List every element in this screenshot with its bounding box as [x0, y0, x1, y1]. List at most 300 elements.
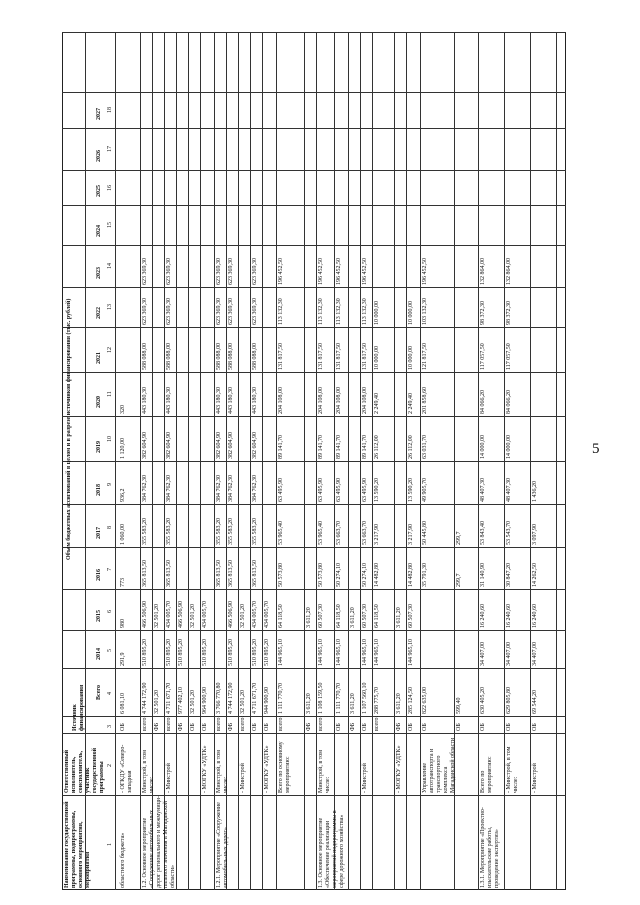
row-source: всего: — [240, 715, 246, 731]
header-year: 2016 — [96, 569, 102, 581]
row-year-value: 510 895,20 — [178, 639, 184, 666]
header-year: 2021 — [96, 352, 102, 364]
row-year-value: 382 604,90 — [252, 432, 258, 459]
header-total: Всего — [96, 685, 102, 700]
row-year-value: 113 132,30 — [318, 298, 324, 325]
row-year-value: 196 452,50 — [278, 258, 284, 285]
row-total: 3 611,20 — [306, 693, 312, 714]
row-year-value: 510 895,20 — [228, 639, 234, 666]
row-year-value: 384 762,30 — [228, 475, 234, 502]
grid-line — [62, 668, 566, 669]
row-year-value: 588 088,00 — [228, 343, 234, 370]
row-total: 944 900,90 — [264, 687, 270, 714]
row-year-value: 60 507,30 — [318, 604, 324, 628]
row-year-value: 64 118,50 — [278, 604, 284, 628]
row-year-value: 623 369,30 — [142, 298, 148, 325]
row-source: ФБ — [396, 722, 402, 731]
row-source: ОБ — [480, 723, 486, 731]
row-year-value: 16 240,60 — [506, 604, 512, 628]
grid-line — [62, 461, 566, 462]
row-source: ОБ — [202, 723, 208, 731]
row-year-value: 204 108,00 — [336, 387, 342, 414]
row-year-value: 34 407,00 — [506, 642, 512, 666]
row-total: 288 775,70 — [374, 687, 380, 714]
row-year-value: 623 369,30 — [228, 258, 234, 285]
row-source: ОБ — [362, 723, 368, 731]
grid-line — [276, 32, 277, 890]
row-source: ОБ — [264, 723, 270, 731]
row-year-value: 3 611,20 — [306, 607, 312, 628]
grid-line — [164, 32, 165, 890]
row-year-value: 443 180,30 — [142, 387, 148, 414]
header-col-number: 12 — [107, 346, 113, 353]
row-year-value: 384 762,30 — [166, 475, 172, 502]
row-year-value: 26 112,00 — [408, 435, 414, 459]
row-year-value: 113 132,30 — [336, 298, 342, 325]
row-year-value: 31 140,90 — [480, 563, 486, 587]
row-year-value: 10 000,00 — [408, 301, 414, 325]
row-responsible: Всего по мероприятию: — [480, 756, 493, 793]
header-col-number: 5 — [107, 649, 113, 652]
row-year-value: 201 858,60 — [422, 387, 428, 414]
row-year-value: 144 965,10 — [318, 639, 324, 666]
row-year-value: 35 791,30 — [422, 563, 428, 587]
row-year-value: 64 118,50 — [336, 604, 342, 628]
row-year-value: 936,2 — [120, 488, 126, 502]
row-year-value: 623 369,30 — [166, 298, 172, 325]
row-total: 1 107 560,10 — [362, 682, 368, 714]
row-year-value: 53 663,70 — [336, 521, 342, 545]
row-year-value: 60 507,30 — [408, 604, 414, 628]
row-total: 3 611,20 — [396, 693, 402, 714]
row-year-value: 291,9 — [120, 652, 126, 666]
row-year-value: 2 249,40 — [408, 393, 414, 414]
row-name: 1.3.1. Мероприятие «Проектно-изыскательские работы, проведение экспертиз» — [480, 807, 500, 888]
row-year-value: 3 217,90 — [408, 524, 414, 545]
row-year-value: 434 005,70 — [252, 601, 258, 628]
row-source: всего: — [278, 715, 284, 731]
row-year-value: 63 495,90 — [362, 478, 368, 502]
row-year-value: 32 501,20 — [240, 604, 246, 628]
row-year-value: 443 180,30 — [252, 387, 258, 414]
header-col-number: 17 — [107, 146, 113, 152]
row-year-value: 355 583,20 — [216, 518, 222, 545]
header-col-number: 1 — [107, 842, 113, 846]
row-year-value: 63 495,90 — [278, 478, 284, 502]
row-year-value: 623 369,30 — [216, 258, 222, 285]
row-total: 822 635,00 — [422, 687, 428, 714]
row-year-value: 53 965,40 — [318, 521, 324, 545]
row-responsible: Минстрой, в том числе: — [318, 750, 331, 793]
row-source: ОБ — [120, 723, 126, 731]
row-year-value: 34 407,00 — [532, 642, 538, 666]
row-total: 4 711 671,70 — [252, 682, 258, 714]
row-year-value: 384 762,30 — [252, 475, 258, 502]
grid-line — [62, 547, 566, 548]
row-source: всего: — [216, 715, 222, 731]
grid-line — [420, 32, 421, 890]
row-year-value: 131 817,50 — [336, 343, 342, 370]
grid-line — [62, 32, 566, 33]
row-total: 69 544,20 — [532, 690, 538, 714]
row-year-value: 320 — [120, 405, 126, 414]
row-year-value: 10 000,00 — [374, 301, 380, 325]
row-source: ОБ — [456, 723, 462, 731]
row-year-value: 623 369,30 — [216, 298, 222, 325]
grid-line — [316, 32, 317, 890]
row-year-value: 434 005,70 — [166, 601, 172, 628]
row-year-value: 196 452,50 — [318, 258, 324, 285]
grid-line — [62, 287, 566, 288]
row-responsible: - Минстрой — [240, 763, 246, 793]
row-responsible: - Минстрой — [362, 763, 368, 793]
header-year: 2015 — [96, 610, 102, 622]
row-year-value: 64 118,50 — [374, 604, 380, 628]
header-year: 2027 — [96, 108, 102, 120]
grid-line — [372, 32, 373, 890]
row-year-value: 355 583,20 — [252, 518, 258, 545]
row-year-value: 144 965,10 — [374, 639, 380, 666]
row-year-value: 48 407,30 — [480, 478, 486, 502]
row-year-value: 30 847,20 — [506, 563, 512, 587]
row-year-value: 299,7 — [456, 573, 462, 587]
row-year-value: 50 274,10 — [336, 563, 342, 587]
row-source: ОБ — [408, 723, 414, 731]
header-col-number: 15 — [107, 222, 113, 228]
row-year-value: 144 965,10 — [408, 639, 414, 666]
row-year-value: 50 445,80 — [422, 521, 428, 545]
row-source: ОБ — [422, 723, 428, 731]
row-year-value: 365 813,50 — [166, 560, 172, 587]
grid-line — [360, 32, 361, 890]
header-year: 2023 — [96, 267, 102, 279]
row-year-value: 204 108,00 — [318, 387, 324, 414]
row-year-value: 299,7 — [456, 531, 462, 545]
row-total: 977 402,10 — [178, 687, 184, 714]
grid-line — [62, 205, 566, 206]
grid-line — [304, 32, 305, 890]
row-year-value: 382 604,90 — [166, 432, 172, 459]
row-total: 6 081,10 — [120, 693, 126, 714]
row-year-value: 53 663,70 — [362, 521, 368, 545]
row-year-value: 365 813,50 — [216, 560, 222, 587]
row-total: 3 766 770,80 — [216, 682, 222, 714]
grid-line — [406, 32, 407, 890]
row-year-value: 117 057,50 — [480, 343, 486, 370]
row-year-value: 50 573,80 — [318, 563, 324, 587]
row-name: 1.3. Основное мероприятие «Обеспечение реализации мероприятий подпрограммы в сфере дорожного хозяйства» — [318, 810, 345, 888]
row-total: 1 111 770,70 — [336, 682, 342, 714]
row-year-value: 382 604,90 — [228, 432, 234, 459]
row-year-value: 84 066,20 — [480, 390, 486, 414]
header-col-number: 10 — [107, 435, 113, 442]
row-year-value: 623 369,30 — [166, 258, 172, 285]
header-col-number: 11 — [107, 391, 113, 397]
row-total: 1 111 770,70 — [278, 682, 284, 714]
grid-line — [62, 372, 566, 373]
row-year-value: 510 895,20 — [202, 639, 208, 666]
row-year-value: 50 573,80 — [278, 563, 284, 587]
row-year-value: 98 372,30 — [480, 301, 486, 325]
row-total: 964 900,90 — [202, 687, 208, 714]
header-year: 2018 — [96, 484, 102, 496]
row-year-value: 434 005,70 — [264, 601, 270, 628]
row-year-value: 365 813,50 — [252, 560, 258, 587]
row-year-value: 131 817,50 — [362, 343, 368, 370]
row-year-value: 16 240,60 — [532, 604, 538, 628]
header-responsible: Ответственный исполнитель, соисполнитель, участник государственной программы — [64, 747, 105, 793]
header-year: 2014 — [96, 648, 102, 660]
header-year: 2024 — [96, 225, 102, 237]
row-total: 4 711 671,70 — [166, 682, 172, 714]
row-year-value: 3 611,20 — [350, 607, 356, 628]
row-year-value: 434 005,70 — [202, 601, 208, 628]
row-total: 285 124,50 — [408, 687, 414, 714]
row-source: ФБ — [154, 722, 160, 731]
header-year: 2022 — [96, 307, 102, 319]
row-year-value: 382 604,90 — [142, 432, 148, 459]
grid-line — [556, 32, 557, 890]
grid-line — [530, 32, 531, 890]
row-year-value: 89 141,70 — [336, 435, 342, 459]
grid-line — [62, 630, 566, 631]
row-year-value: 14 000,00 — [480, 435, 486, 459]
row-year-value: 510 895,20 — [252, 639, 258, 666]
row-year-value: 3 097,90 — [532, 524, 538, 545]
header-col-number: 13 — [107, 304, 113, 310]
row-year-value: 365 813,50 — [228, 560, 234, 587]
row-year-value: 89 141,70 — [278, 435, 284, 459]
row-year-value: 443 180,30 — [216, 387, 222, 414]
row-year-value: 382 604,90 — [216, 432, 222, 459]
row-year-value: 588 088,00 — [216, 343, 222, 370]
row-year-value: 63 495,90 — [318, 478, 324, 502]
row-year-value: 3 611,20 — [396, 607, 402, 628]
row-year-value: 16 240,60 — [480, 604, 486, 628]
grid-line — [62, 245, 566, 246]
grid-line — [62, 128, 566, 129]
row-year-value: 384 762,30 — [142, 475, 148, 502]
row-year-value: 50 274,10 — [362, 563, 368, 587]
row-total: 32 501,20 — [190, 690, 196, 714]
row-year-value: 355 583,20 — [142, 518, 148, 545]
row-responsible: - ОГКДУ «Северо-западная — [120, 744, 133, 793]
row-year-value: 132 864,00 — [506, 258, 512, 285]
row-year-value: 623 369,30 — [228, 298, 234, 325]
row-year-value: 196 452,50 — [336, 258, 342, 285]
row-year-value: 53 543,70 — [506, 521, 512, 545]
row-total: 32 501,20 — [154, 690, 160, 714]
row-source: всего: — [374, 715, 380, 731]
row-year-value: 466 506,90 — [142, 601, 148, 628]
row-year-value: 1 120,00 — [120, 438, 126, 459]
row-year-value: 117 057,50 — [506, 343, 512, 370]
grid-line — [62, 416, 566, 417]
grid-line — [334, 32, 335, 890]
row-year-value: 443 180,30 — [228, 387, 234, 414]
row-responsible: - МОГКУ «УДТК» — [264, 745, 270, 793]
row-year-value: 773 — [120, 578, 126, 587]
row-year-value: 196 452,50 — [362, 258, 368, 285]
row-year-value: 63 495,90 — [336, 478, 342, 502]
row-source: ФБ — [350, 722, 356, 731]
row-year-value: 1 060,00 — [120, 524, 126, 545]
header-source: Источник финансирования — [72, 684, 85, 731]
row-year-value: 384 762,30 — [216, 475, 222, 502]
header-col-number: 18 — [107, 107, 113, 113]
row-year-value: 355 583,20 — [166, 518, 172, 545]
row-year-value: 49 905,70 — [422, 478, 428, 502]
row-year-value: 14 262,50 — [532, 563, 538, 587]
row-year-value: 10 000,00 — [374, 346, 380, 370]
row-total: 629 805,80 — [506, 687, 512, 714]
row-year-value: 32 501,20 — [190, 604, 196, 628]
row-responsible: - Минстрой — [166, 763, 172, 793]
grid-line — [176, 32, 177, 890]
row-year-value: 113 132,30 — [278, 298, 284, 325]
header-col-number: 4 — [107, 692, 113, 695]
header-group: Объем бюджетных ассигнований в целом и в разрезе источников финансирования (тыс. рублей) — [66, 298, 72, 560]
row-year-value: 103 132,30 — [422, 298, 428, 325]
header-col-number: 3 — [107, 724, 113, 728]
row-year-value: 121 817,50 — [422, 343, 428, 370]
row-total: 32 501,20 — [240, 690, 246, 714]
grid-line — [62, 716, 566, 717]
header-col-number: 16 — [107, 184, 113, 191]
grid-line — [188, 32, 189, 890]
row-year-value: 14 482,80 — [374, 563, 380, 587]
row-source: ОБ — [506, 723, 512, 731]
grid-line — [62, 92, 566, 93]
row-year-value: 204 108,00 — [362, 387, 368, 414]
row-year-value: 113 132,30 — [362, 298, 368, 325]
row-year-value: 588 088,00 — [252, 343, 258, 370]
row-source: ФБ — [228, 722, 234, 731]
grid-line — [478, 32, 479, 890]
row-responsible: Минстрой, в том числе: — [142, 750, 155, 793]
row-year-value: 53 843,40 — [480, 521, 486, 545]
grid-line — [394, 32, 395, 890]
grid-line — [262, 32, 263, 890]
header-col-number: 7 — [107, 568, 113, 571]
row-year-value: 623 369,30 — [142, 258, 148, 285]
row-year-value: 2 249,40 — [374, 393, 380, 414]
row-source: всего: — [166, 715, 172, 731]
row-year-value: 623 369,30 — [252, 298, 258, 325]
row-year-value: 89 141,70 — [362, 435, 368, 459]
row-year-value: 131 817,50 — [318, 343, 324, 370]
row-source: ФБ — [178, 722, 184, 731]
header-col-number: 14 — [107, 263, 113, 269]
header-col-number: 6 — [107, 609, 113, 613]
row-responsible: Управление автотранспорта и транспортного комплекса Магаданской области — [422, 737, 456, 793]
row-source: ОБ — [190, 723, 196, 731]
row-source: ОБ — [252, 723, 258, 731]
row-year-value: 60 507,30 — [362, 604, 368, 628]
row-responsible: - Минстрой, в том числе: — [506, 746, 519, 793]
row-year-value: 588 088,00 — [166, 343, 172, 370]
row-year-value: 510 895,20 — [264, 639, 270, 666]
row-year-value: 3 217,90 — [374, 524, 380, 545]
grid-line — [200, 32, 201, 890]
row-year-value: 131 817,50 — [278, 343, 284, 370]
header-year: 2020 — [96, 396, 102, 408]
row-responsible: Всего по основному мероприятию: — [278, 741, 291, 793]
row-year-value: 132 864,00 — [480, 258, 486, 285]
row-year-value: 510 895,20 — [142, 639, 148, 666]
row-responsible: - МОГКУ «УДТК» — [396, 745, 402, 793]
header-name: Наименование государственной программы, подпрограммы, основного мероприятия, мероприятия — [64, 801, 91, 888]
grid-line — [348, 32, 349, 890]
row-responsible: - Минстрой — [532, 763, 538, 793]
page-number: 5 — [592, 441, 600, 457]
grid-line — [115, 32, 116, 890]
row-responsible: - МОГКУ «УДТК» — [202, 745, 208, 793]
row-year-value: 144 965,10 — [362, 639, 368, 666]
row-year-value: 13 590,20 — [408, 478, 414, 502]
row-responsible: Минстрой, в том числе: — [216, 750, 229, 793]
row-year-value: 13 590,20 — [374, 478, 380, 502]
row-year-value: 10 000,00 — [408, 346, 414, 370]
header-year: 2026 — [96, 150, 102, 162]
row-total: 1 108 159,50 — [318, 682, 324, 714]
grid-line — [214, 32, 215, 890]
row-year-value: 443 180,30 — [166, 387, 172, 414]
row-year-value: 980 — [120, 619, 126, 628]
row-source: ФБ — [306, 722, 312, 731]
grid-line — [62, 170, 566, 171]
row-year-value: 144 965,10 — [278, 639, 284, 666]
header-col-number: 2 — [107, 764, 113, 767]
header-col-number: 9 — [107, 482, 113, 486]
row-total: 630 405,20 — [480, 687, 486, 714]
row-year-value: 53 965,40 — [278, 521, 284, 545]
row-year-value: 196 452,50 — [422, 258, 428, 285]
grid-line — [250, 32, 251, 890]
row-year-value: 623 369,30 — [252, 258, 258, 285]
row-source: ОБ — [336, 723, 342, 731]
header-col-number: 8 — [107, 525, 113, 529]
row-total: 3 611,20 — [350, 693, 356, 714]
row-year-value: 588 088,00 — [142, 343, 148, 370]
row-name: областного бюджета» — [120, 832, 126, 888]
row-year-value: 48 407,30 — [506, 478, 512, 502]
row-year-value: 84 066,20 — [506, 390, 512, 414]
row-year-value: 63 031,70 — [422, 435, 428, 459]
row-total: 4 744 172,90 — [142, 682, 148, 714]
row-year-value: 14 482,80 — [408, 563, 414, 587]
row-year-value: 510 895,20 — [166, 639, 172, 666]
row-total: 599,40 — [456, 697, 462, 714]
row-year-value: 466 506,90 — [228, 601, 234, 628]
header-year: 2025 — [96, 185, 102, 197]
row-year-value: 98 372,30 — [506, 301, 512, 325]
row-year-value: 204 108,00 — [278, 387, 284, 414]
row-year-value: 14 000,00 — [506, 435, 512, 459]
row-year-value: 32 501,20 — [154, 604, 160, 628]
row-year-value: 34 407,00 — [480, 642, 486, 666]
row-year-value: 355 583,20 — [228, 518, 234, 545]
grid-line — [62, 504, 566, 505]
grid-line — [62, 327, 566, 328]
row-source: ОБ — [532, 723, 538, 731]
row-source: всего: — [142, 715, 148, 731]
grid-line — [140, 32, 141, 890]
row-year-value: 365 813,50 — [142, 560, 148, 587]
row-source: всего: — [318, 715, 324, 731]
row-total: 4 744 172,90 — [228, 682, 234, 714]
row-name: 1.2. Основное мероприятие «Сооружение автомобиль-ных дорог регионального и межмуници-пального значения в Магаданской области» — [142, 796, 176, 888]
